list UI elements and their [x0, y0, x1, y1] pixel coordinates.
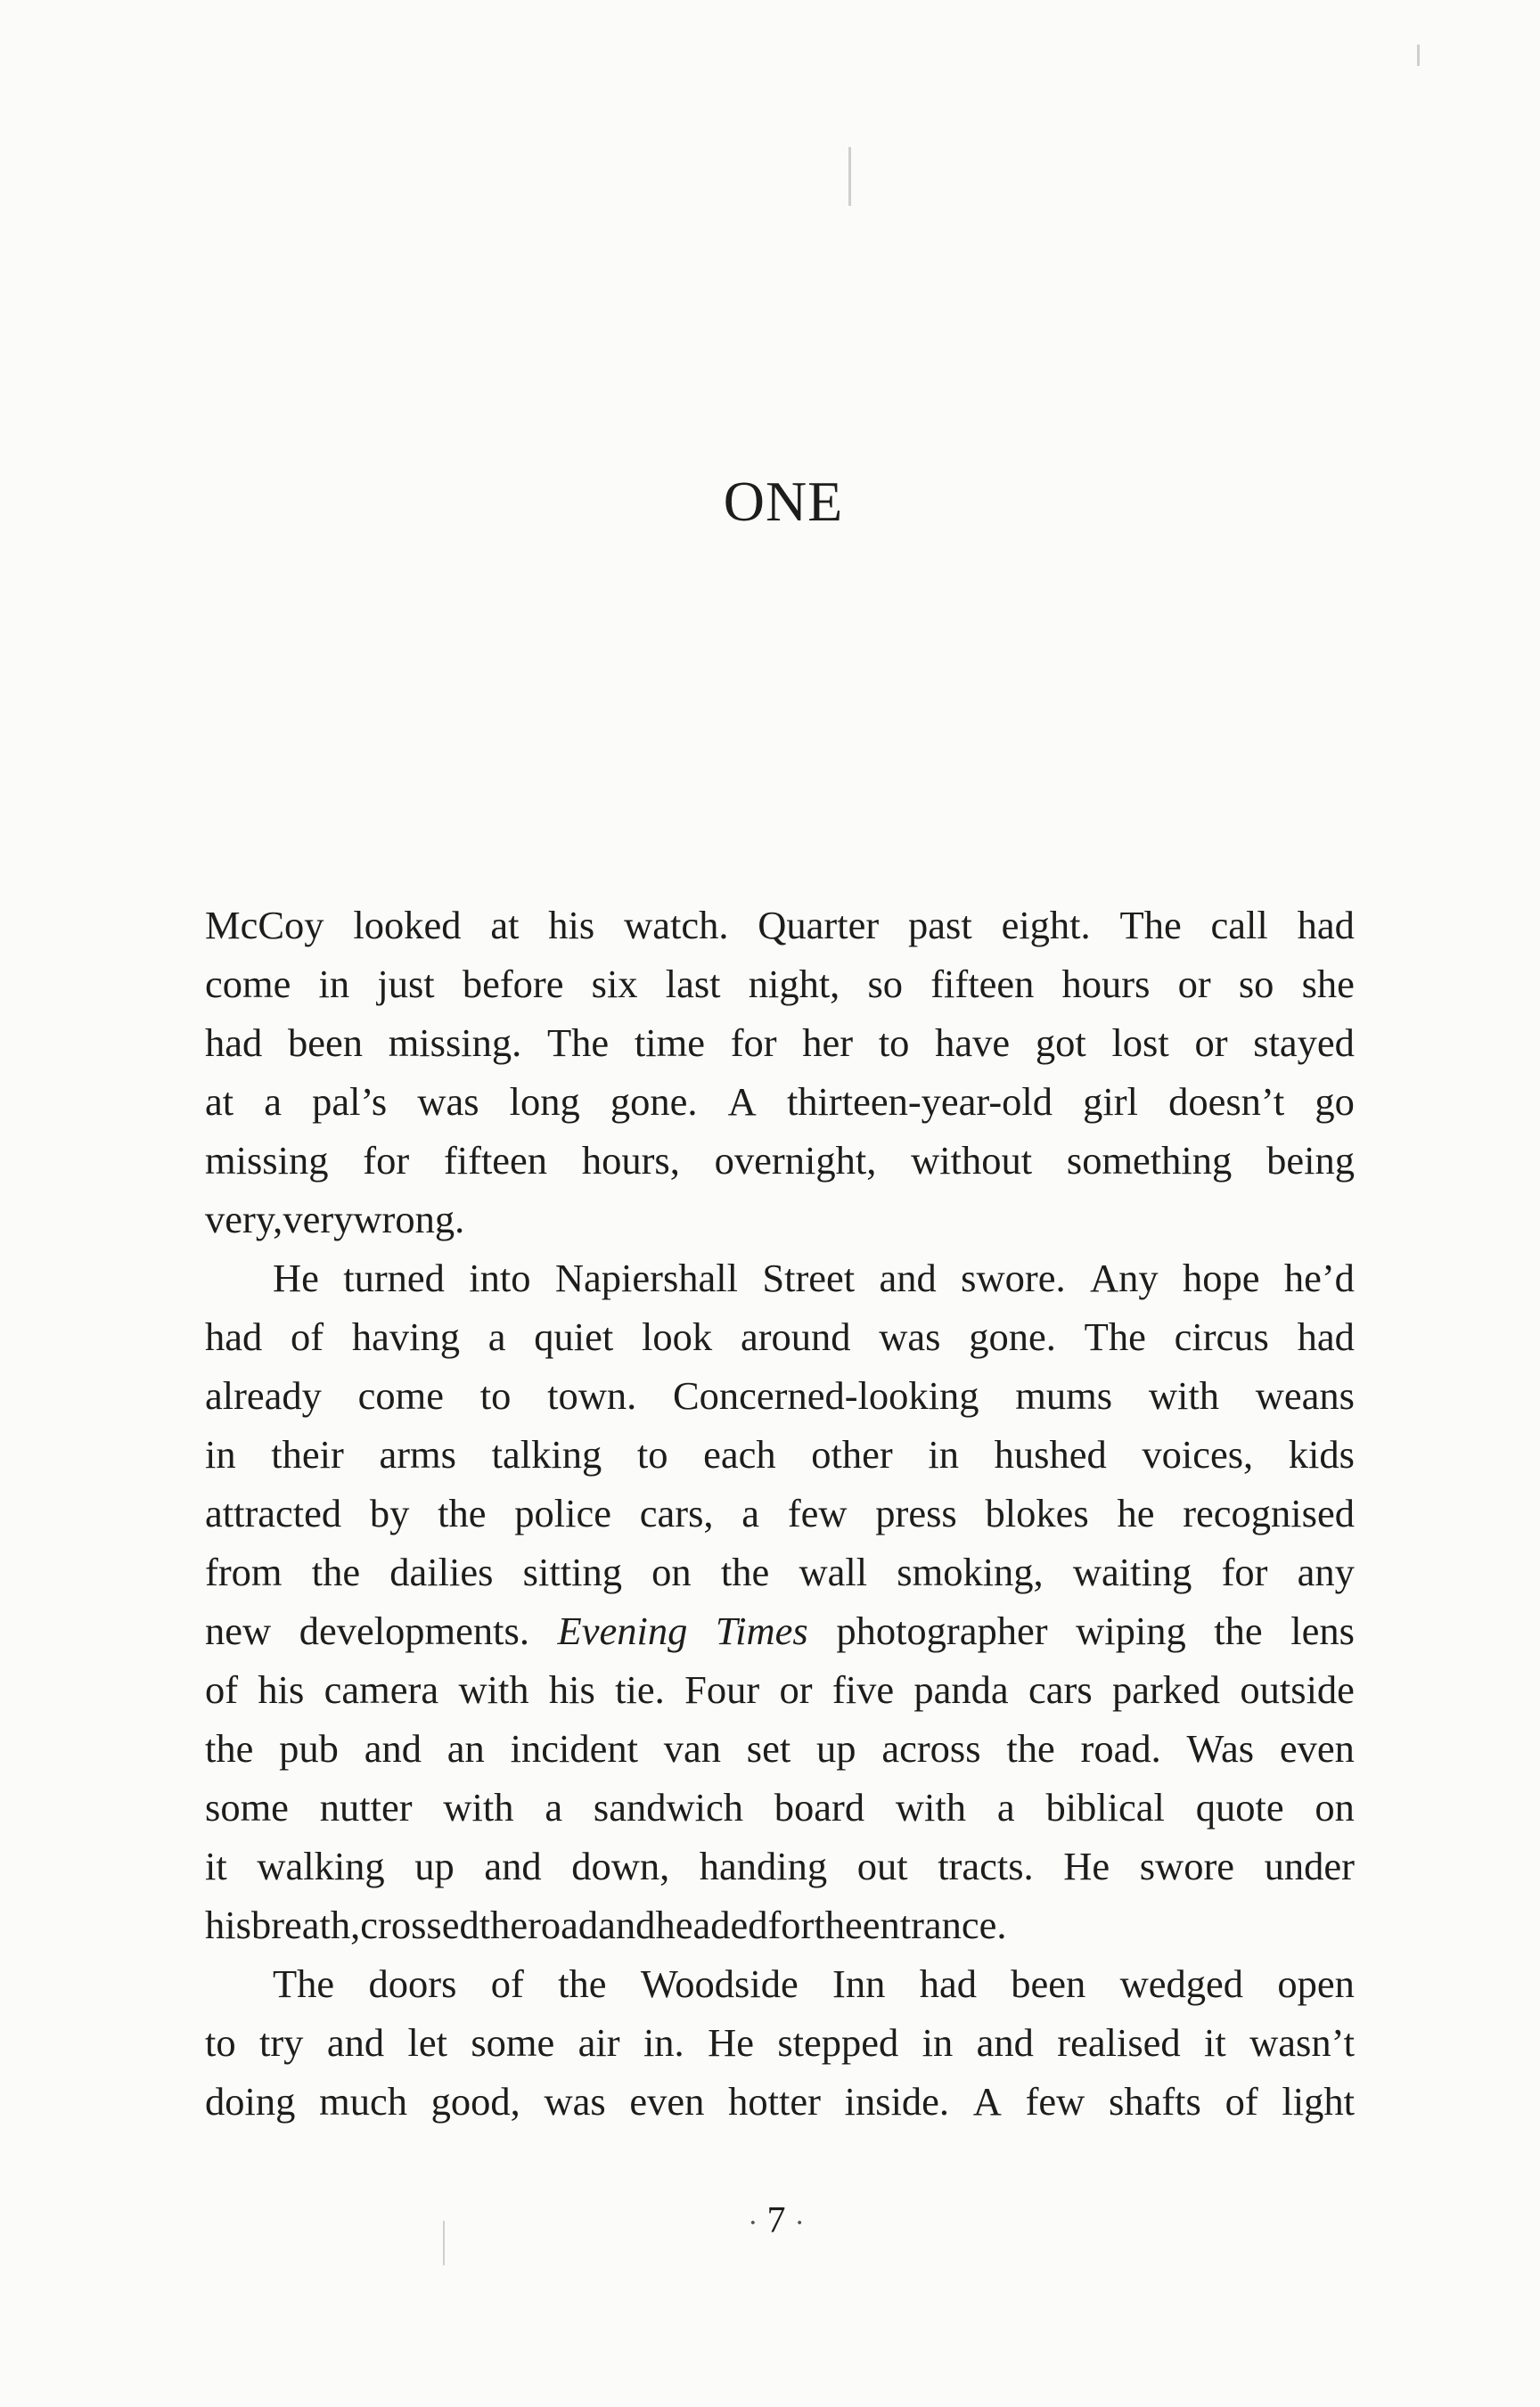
text-line: He turned into Napiershall Street and swore. Any hope he’d [273, 1256, 1355, 1300]
text-line: attracted by the police cars, a few press blokes he recognised [205, 1491, 1355, 1535]
paper-speck [1417, 45, 1420, 66]
paragraph [205, 1249, 1355, 1954]
text-line: the pub and an incident van set up across the road. Was even [205, 1726, 1355, 1771]
text-line: from the dailies sitting on the wall smoking, waiting for any [205, 1550, 1355, 1594]
text-line: had of having a quiet look around was gone. The circus had [205, 1314, 1355, 1359]
chapter-heading: ONE [723, 470, 844, 533]
page-number-left-dot: · [748, 2206, 758, 2240]
page-number [0, 2199, 1540, 2242]
text-line: missing for fifteen hours, overnight, without something being [205, 1138, 1355, 1183]
text-line: new developments. Evening Times photographer wiping the lens [205, 1609, 1355, 1653]
text-line: The doors of the Woodside Inn had been wedged open [273, 1961, 1355, 2006]
text-line: some nutter with a sandwich board with a biblical quote on [205, 1785, 1355, 1830]
text-line: had been missing. The time for her to have got lost or stayed [205, 1020, 1355, 1065]
paper-speck [848, 147, 851, 206]
paragraph [205, 896, 1355, 1249]
page-number-right-dot: · [794, 2206, 805, 2240]
paragraph [205, 1954, 1355, 2131]
text-line: it walking up and down, handing out tracts. He swore under [205, 1844, 1355, 1888]
text-line: doing much good, was even hotter inside. A few shafts of light [205, 2079, 1355, 2124]
page-number-value: 7 [766, 2200, 786, 2241]
text-line: his breath, crossed the road and headed for the entrance. [205, 1903, 1007, 1947]
text-line: McCoy looked at his watch. Quarter past eight. The call had [205, 903, 1355, 947]
text-line: in their arms talking to each other in hushed voices, kids [205, 1432, 1355, 1477]
text-line: very, very wrong. [205, 1197, 465, 1241]
text-line: come in just before six last night, so fifteen hours or so she [205, 962, 1355, 1006]
text-line: already come to town. Concerned-looking mums with weans [205, 1373, 1355, 1418]
paper-speck [443, 2221, 445, 2265]
text-line: to try and let some air in. He stepped in and realised it wasn’t [205, 2020, 1355, 2065]
text-line: of his camera with his tie. Four or five panda cars parked outside [205, 1667, 1355, 1712]
text-line: at a pal’s was long gone. A thirteen-year-old girl doesn’t go [205, 1079, 1355, 1124]
body-text [205, 896, 1355, 2131]
